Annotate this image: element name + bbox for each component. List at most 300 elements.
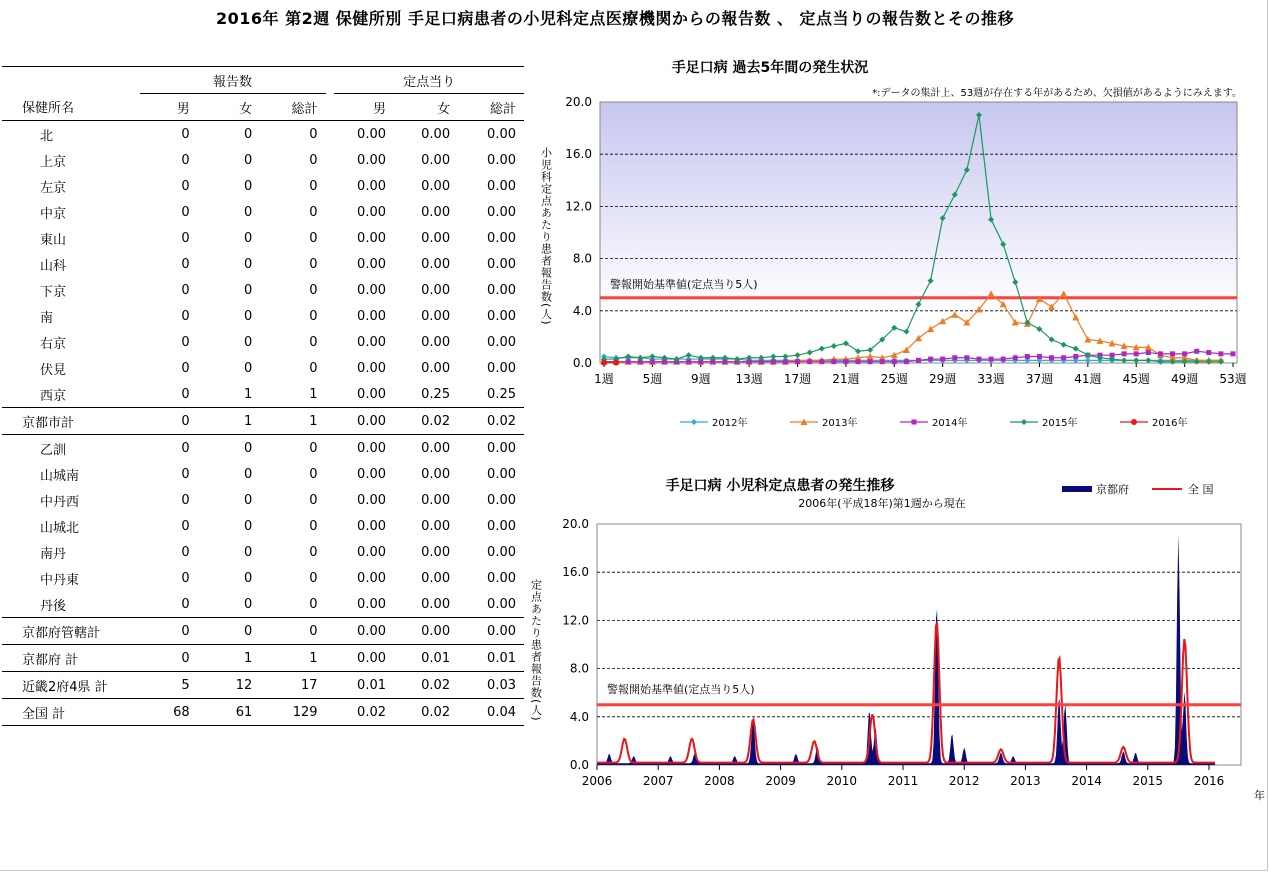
- legend-label-national: 全 国: [1188, 483, 1214, 496]
- cell-value: 0: [309, 204, 318, 220]
- cell-value: 0.00: [394, 618, 458, 645]
- row-name: 山城北: [40, 520, 80, 536]
- cell-value: 0: [181, 152, 190, 168]
- y-tick-label: 12.0: [562, 613, 589, 628]
- cell-value: 0.00: [487, 596, 516, 612]
- cell-value: 1: [260, 645, 325, 672]
- table-row: [2, 277, 524, 303]
- cell-value: 0: [181, 466, 190, 482]
- y-tick-label: 20.0: [565, 95, 592, 109]
- x-tick-label: 2010: [826, 774, 858, 788]
- data-point: [964, 355, 969, 360]
- cell-value: 0: [309, 492, 318, 508]
- cell-value: 129: [260, 699, 325, 726]
- cell-value: 0.00: [487, 230, 516, 246]
- data-point: [1013, 355, 1018, 360]
- data-point: [783, 359, 788, 364]
- cell-value: 0: [181, 230, 190, 246]
- x-tick-label: 45週: [1122, 372, 1150, 386]
- five-year-chart: [520, 50, 1269, 440]
- cell-value: 0.00: [357, 596, 386, 612]
- cell-value: 0: [181, 178, 190, 194]
- table-row: [2, 147, 524, 173]
- x-tick-label: 2008: [704, 774, 735, 788]
- cell-value: 0.00: [357, 334, 386, 350]
- cell-value: 0.00: [487, 204, 516, 220]
- y-tick-label: 4.0: [569, 709, 589, 724]
- cell-value: 0: [260, 618, 325, 645]
- y-tick-label: 8.0: [569, 661, 589, 676]
- cell-value: 0.00: [357, 230, 386, 246]
- cell-value: 0: [309, 230, 318, 246]
- table-row: [2, 435, 524, 462]
- legend-label: 2016年: [1152, 418, 1188, 429]
- row-name: 西京: [40, 388, 67, 404]
- data-point: [1134, 351, 1139, 356]
- cell-value: 0.00: [487, 544, 516, 560]
- column-header-male-per: 男: [334, 94, 394, 121]
- cell-value: 0.00: [357, 386, 386, 402]
- cell-value: 0: [243, 492, 253, 508]
- page-title: 2016年 第2週 保健所別 手足口病患者の小児科定点医療機関からの報告数 、 定点当りの報告数とその推移: [215, 9, 1015, 28]
- row-name: 乙訓: [40, 442, 67, 458]
- cell-value: 0: [140, 618, 198, 645]
- x-tick-label: 2012: [948, 774, 980, 788]
- row-name: 全国 計: [2, 699, 140, 726]
- table-row: [2, 672, 524, 699]
- cell-value: 0.00: [357, 360, 386, 376]
- x-tick-label: 25週: [880, 372, 908, 386]
- y-axis-label: 小児科定点あたり患者報告数(人): [539, 147, 553, 326]
- x-tick-label: 2009: [765, 774, 796, 788]
- cell-value: 0.00: [421, 466, 451, 482]
- table-row: [2, 355, 524, 381]
- cell-value: 0: [181, 440, 190, 456]
- cell-value: 0: [243, 570, 253, 586]
- y-tick-label: 16.0: [562, 565, 589, 580]
- row-name: 山科: [40, 258, 67, 274]
- cell-value: 0.00: [357, 570, 386, 586]
- table-row: [2, 487, 524, 513]
- x-tick-label: 37週: [1025, 372, 1054, 386]
- cell-value: 0.00: [487, 126, 516, 142]
- cell-value: 0.00: [357, 440, 386, 456]
- row-name: 北: [40, 128, 54, 144]
- x-tick-label: 2013: [1010, 774, 1041, 788]
- group-header-counts: 報告数: [140, 67, 326, 94]
- cell-value: 0.02: [394, 408, 458, 435]
- y-tick-label: 0.0: [569, 758, 589, 772]
- cell-value: 0.00: [334, 408, 394, 435]
- cell-value: 0: [309, 282, 318, 298]
- x-tick-label: 29週: [929, 372, 957, 386]
- trend-chart: [520, 470, 1269, 810]
- cell-value: 0: [309, 152, 318, 168]
- alert-threshold-label: 警報開始基準値(定点当り5人): [610, 277, 758, 291]
- data-point: [1061, 355, 1066, 360]
- data-point: [1158, 351, 1163, 356]
- cell-value: 1: [260, 408, 325, 435]
- x-tick-label: 2007: [642, 774, 674, 788]
- cell-value: 0: [309, 308, 318, 324]
- cell-value: 0: [198, 618, 261, 645]
- cell-value: 0: [243, 596, 253, 612]
- x-tick-label: 21週: [832, 372, 860, 386]
- row-name: 下京: [40, 284, 67, 300]
- x-tick-label: 1週: [594, 372, 614, 386]
- cell-value: 0: [309, 360, 318, 376]
- cell-value: 0.00: [421, 570, 451, 586]
- data-point: [868, 359, 873, 364]
- data-point: [1025, 354, 1030, 359]
- cell-value: 0: [181, 334, 190, 350]
- data-point: [613, 359, 619, 365]
- cell-value: 0: [181, 596, 190, 612]
- legend-label: 2013年: [822, 418, 858, 429]
- x-tick-label: 13週: [735, 372, 763, 386]
- column-header-female: 女: [198, 94, 261, 121]
- cell-value: 0: [181, 308, 190, 324]
- cell-value: 0: [243, 230, 253, 246]
- table-row: [2, 645, 524, 672]
- cell-value: 0.00: [421, 544, 451, 560]
- cell-value: 0: [309, 570, 318, 586]
- x-tick-label: 9週: [690, 372, 711, 386]
- cell-value: 0.00: [421, 308, 451, 324]
- x-axis-label: 年: [1254, 789, 1265, 802]
- cell-value: 0.00: [487, 360, 516, 376]
- cell-value: 0: [181, 386, 190, 402]
- x-tick-label: 5週: [642, 372, 663, 386]
- cell-value: 0: [243, 282, 253, 298]
- x-tick-label: 49週: [1170, 372, 1199, 386]
- x-tick-label: 2011: [887, 774, 919, 788]
- cell-value: 0.25: [421, 386, 451, 402]
- y-tick-label: 12.0: [565, 199, 592, 214]
- legend-label-kyoto: 京都府: [1096, 483, 1129, 496]
- y-tick-label: 4.0: [572, 303, 592, 318]
- data-point: [976, 357, 981, 362]
- cell-value: 1: [309, 386, 318, 402]
- legend-label: 2014年: [932, 418, 968, 429]
- table-column-header-row: [2, 94, 524, 121]
- cell-value: 0: [309, 178, 318, 194]
- legend-marker: [912, 420, 917, 425]
- table-row: [2, 303, 524, 329]
- cell-value: 0.01: [394, 645, 458, 672]
- data-point: [1182, 351, 1187, 356]
- x-tick-label: 33週: [977, 372, 1005, 386]
- cell-value: 0.04: [458, 699, 524, 726]
- cell-value: 0: [181, 518, 190, 534]
- cell-value: 0.00: [421, 152, 451, 168]
- cell-value: 0.00: [421, 282, 451, 298]
- row-name: 右京: [40, 336, 67, 352]
- y-axis-label: 定点あたり患者報告数(人): [529, 579, 543, 722]
- alert-threshold-label: 警報開始基準値(定点当り5人): [607, 682, 755, 696]
- chart2-title: 手足口病 小児科定点患者の発生推移: [665, 478, 895, 494]
- x-tick-label: 53週: [1219, 372, 1247, 386]
- cell-value: 0: [309, 126, 318, 142]
- data-point: [650, 359, 655, 364]
- legend-marker: [1131, 419, 1137, 425]
- cell-value: 0.00: [357, 308, 386, 324]
- cell-value: 0.00: [421, 334, 451, 350]
- cell-value: 0: [243, 204, 253, 220]
- data-point: [1073, 354, 1078, 359]
- cell-value: 0: [243, 466, 253, 482]
- row-name: 南: [40, 310, 54, 326]
- table-row: [2, 121, 524, 148]
- cell-value: 1: [243, 386, 253, 402]
- row-name: 伏見: [40, 362, 67, 378]
- cell-value: 0: [181, 126, 190, 142]
- cell-value: 0: [309, 466, 318, 482]
- cell-value: 0.00: [421, 204, 451, 220]
- cell-value: 0: [243, 334, 253, 350]
- cell-value: 0: [309, 596, 318, 612]
- cell-value: 0.02: [394, 672, 458, 699]
- y-tick-label: 8.0: [572, 251, 592, 266]
- cell-value: 0.00: [421, 230, 451, 246]
- x-tick-label: 2015: [1132, 774, 1164, 788]
- cell-value: 0.00: [421, 256, 451, 272]
- row-name: 京都市計: [2, 408, 140, 435]
- data-point: [892, 359, 897, 364]
- row-name: 丹後: [40, 598, 67, 614]
- table-row: [2, 329, 524, 355]
- cell-value: 0: [243, 152, 253, 168]
- cell-value: 0: [140, 408, 198, 435]
- data-point: [1037, 354, 1042, 359]
- legend-label: 2012年: [712, 418, 748, 429]
- cell-value: 0.00: [487, 334, 516, 350]
- table-row: [2, 408, 524, 435]
- cell-value: 0.00: [421, 178, 451, 194]
- column-header-total-per: 総計: [458, 94, 524, 121]
- row-name: 京都府 計: [2, 645, 140, 672]
- data-point: [819, 359, 824, 364]
- cell-value: 0.00: [487, 282, 516, 298]
- x-tick-label: 41週: [1074, 372, 1102, 386]
- cell-value: 0.00: [487, 492, 516, 508]
- cell-value: 0: [309, 518, 318, 534]
- y-tick-label: 20.0: [562, 517, 589, 531]
- cell-value: 0: [309, 544, 318, 560]
- cell-value: 1: [198, 408, 261, 435]
- legend-label: 2015年: [1042, 418, 1078, 429]
- cell-value: 0: [181, 360, 190, 376]
- row-name: 東山: [40, 232, 67, 248]
- cell-value: 0.00: [487, 308, 516, 324]
- row-name: 中丹東: [40, 572, 80, 588]
- chart1-note: *:データの集計上、53週が存在する年があるため、欠損値があるようにみえます。: [872, 88, 1242, 99]
- cell-value: 0.00: [357, 256, 386, 272]
- row-name: 左京: [40, 180, 67, 196]
- cell-value: 0: [243, 440, 253, 456]
- x-tick-label: 2014: [1071, 774, 1102, 788]
- data-point: [940, 357, 945, 362]
- row-name: 中丹西: [40, 494, 80, 510]
- cell-value: 0.00: [357, 518, 386, 534]
- cell-value: 0.00: [357, 152, 386, 168]
- cell-value: 61: [198, 699, 261, 726]
- cell-value: 0.00: [421, 126, 451, 142]
- cell-value: 1: [198, 645, 261, 672]
- data-point: [771, 359, 776, 364]
- data-point: [1122, 351, 1127, 356]
- data-point: [952, 355, 957, 360]
- cell-value: 0.00: [421, 440, 451, 456]
- cell-value: 0: [243, 308, 253, 324]
- cell-value: 0.00: [357, 544, 386, 560]
- legend-marker: [691, 419, 697, 425]
- legend-marker: [1021, 419, 1027, 425]
- plot-area: [600, 102, 1237, 363]
- cell-value: 0.00: [421, 492, 451, 508]
- x-tick-label: 2016: [1193, 774, 1225, 788]
- cell-value: 0.01: [458, 645, 524, 672]
- cell-value: 0.00: [487, 152, 516, 168]
- cell-value: 0: [309, 440, 318, 456]
- cell-value: 0.00: [487, 466, 516, 482]
- data-point: [1170, 351, 1175, 356]
- cell-value: 0: [243, 360, 253, 376]
- cell-value: 5: [140, 672, 198, 699]
- data-point: [601, 360, 607, 366]
- table-row: [2, 461, 524, 487]
- column-header-male: 男: [140, 94, 198, 121]
- data-point: [989, 357, 994, 362]
- data-point: [916, 358, 921, 363]
- cell-value: 0: [140, 645, 198, 672]
- data-point: [1194, 349, 1199, 354]
- row-name: 山城南: [40, 468, 80, 484]
- group-header-per-sentinel: 定点当り: [334, 67, 524, 94]
- cell-value: 0: [181, 256, 190, 272]
- cell-value: 0.00: [357, 204, 386, 220]
- table-row: [2, 381, 524, 408]
- cell-value: 0.00: [357, 178, 386, 194]
- cell-value: 0.25: [487, 386, 516, 402]
- data-point: [1049, 355, 1054, 360]
- cell-value: 0: [181, 282, 190, 298]
- cell-value: 0.00: [357, 492, 386, 508]
- cell-value: 0.00: [487, 256, 516, 272]
- cell-value: 12: [198, 672, 261, 699]
- y-tick-label: 0.0: [572, 356, 592, 370]
- row-name: 近畿2府4県 計: [2, 672, 140, 699]
- table-row: [2, 565, 524, 591]
- row-name: 南丹: [40, 546, 67, 562]
- table-row: [2, 199, 524, 225]
- cell-value: 0: [243, 518, 253, 534]
- cell-value: 0.00: [487, 178, 516, 194]
- data-point: [831, 359, 836, 364]
- table-row: [2, 513, 524, 539]
- cell-value: 0: [181, 204, 190, 220]
- data-point: [686, 359, 691, 364]
- data-point: [795, 359, 800, 364]
- cell-value: 0: [243, 256, 253, 272]
- cell-value: 0: [181, 544, 190, 560]
- table-row: [2, 591, 524, 618]
- cell-value: 0.00: [357, 126, 386, 142]
- cell-value: 0.00: [487, 440, 516, 456]
- data-point: [1218, 351, 1223, 356]
- data-point: [856, 359, 861, 364]
- cell-value: 0: [309, 256, 318, 272]
- report-table: [2, 66, 524, 726]
- data-point: [1206, 350, 1211, 355]
- x-tick-label: 2006: [581, 774, 613, 788]
- table-row: [2, 699, 524, 726]
- table-row: [2, 225, 524, 251]
- cell-value: 0.00: [421, 518, 451, 534]
- x-tick-label: 17週: [783, 372, 812, 386]
- table-group-header-row: [2, 67, 524, 94]
- row-name: 京都府管轄計: [2, 618, 140, 645]
- data-point: [807, 359, 812, 364]
- chart2-subtitle: 2006年(平成18年)第1週から現在: [798, 497, 966, 510]
- data-point: [1001, 357, 1006, 362]
- cell-value: 0.00: [487, 570, 516, 586]
- cell-value: 0.02: [458, 408, 524, 435]
- cell-value: 17: [260, 672, 325, 699]
- data-point: [1231, 351, 1236, 356]
- cell-value: 0.03: [458, 672, 524, 699]
- cell-value: 0.00: [421, 596, 451, 612]
- column-header-female-per: 女: [394, 94, 458, 121]
- table-body: [2, 121, 524, 726]
- cell-value: 0: [181, 492, 190, 508]
- cell-value: 0: [243, 544, 253, 560]
- cell-value: 68: [140, 699, 198, 726]
- data-point: [904, 359, 909, 364]
- table-row: [2, 173, 524, 199]
- plot-area: [597, 524, 1241, 765]
- cell-value: 0.01: [334, 672, 394, 699]
- column-header-total: 総計: [260, 94, 325, 121]
- y-tick-label: 16.0: [565, 147, 592, 162]
- data-point: [928, 357, 933, 362]
- cell-value: 0.00: [421, 360, 451, 376]
- cell-value: 0.02: [334, 699, 394, 726]
- cell-value: 0: [243, 126, 253, 142]
- chart1-title: 手足口病 過去5年間の発生状況: [671, 60, 869, 76]
- cell-value: 0: [243, 178, 253, 194]
- cell-value: 0.00: [357, 282, 386, 298]
- cell-value: 0.00: [458, 618, 524, 645]
- column-header-name: 保健所名: [2, 94, 140, 121]
- cell-value: 0.00: [357, 466, 386, 482]
- data-point: [880, 359, 885, 364]
- cell-value: 0: [309, 334, 318, 350]
- data-point: [626, 359, 631, 364]
- cell-value: 0.02: [394, 699, 458, 726]
- table-row: [2, 618, 524, 645]
- table-row: [2, 539, 524, 565]
- legend-swatch-kyoto: [1062, 486, 1092, 492]
- row-name: 中京: [40, 206, 67, 222]
- cell-value: 0.00: [334, 618, 394, 645]
- cell-value: 0: [181, 570, 190, 586]
- row-name: 上京: [40, 154, 67, 170]
- data-point: [843, 359, 848, 364]
- table-row: [2, 251, 524, 277]
- data-point: [1146, 350, 1151, 355]
- cell-value: 0.00: [334, 645, 394, 672]
